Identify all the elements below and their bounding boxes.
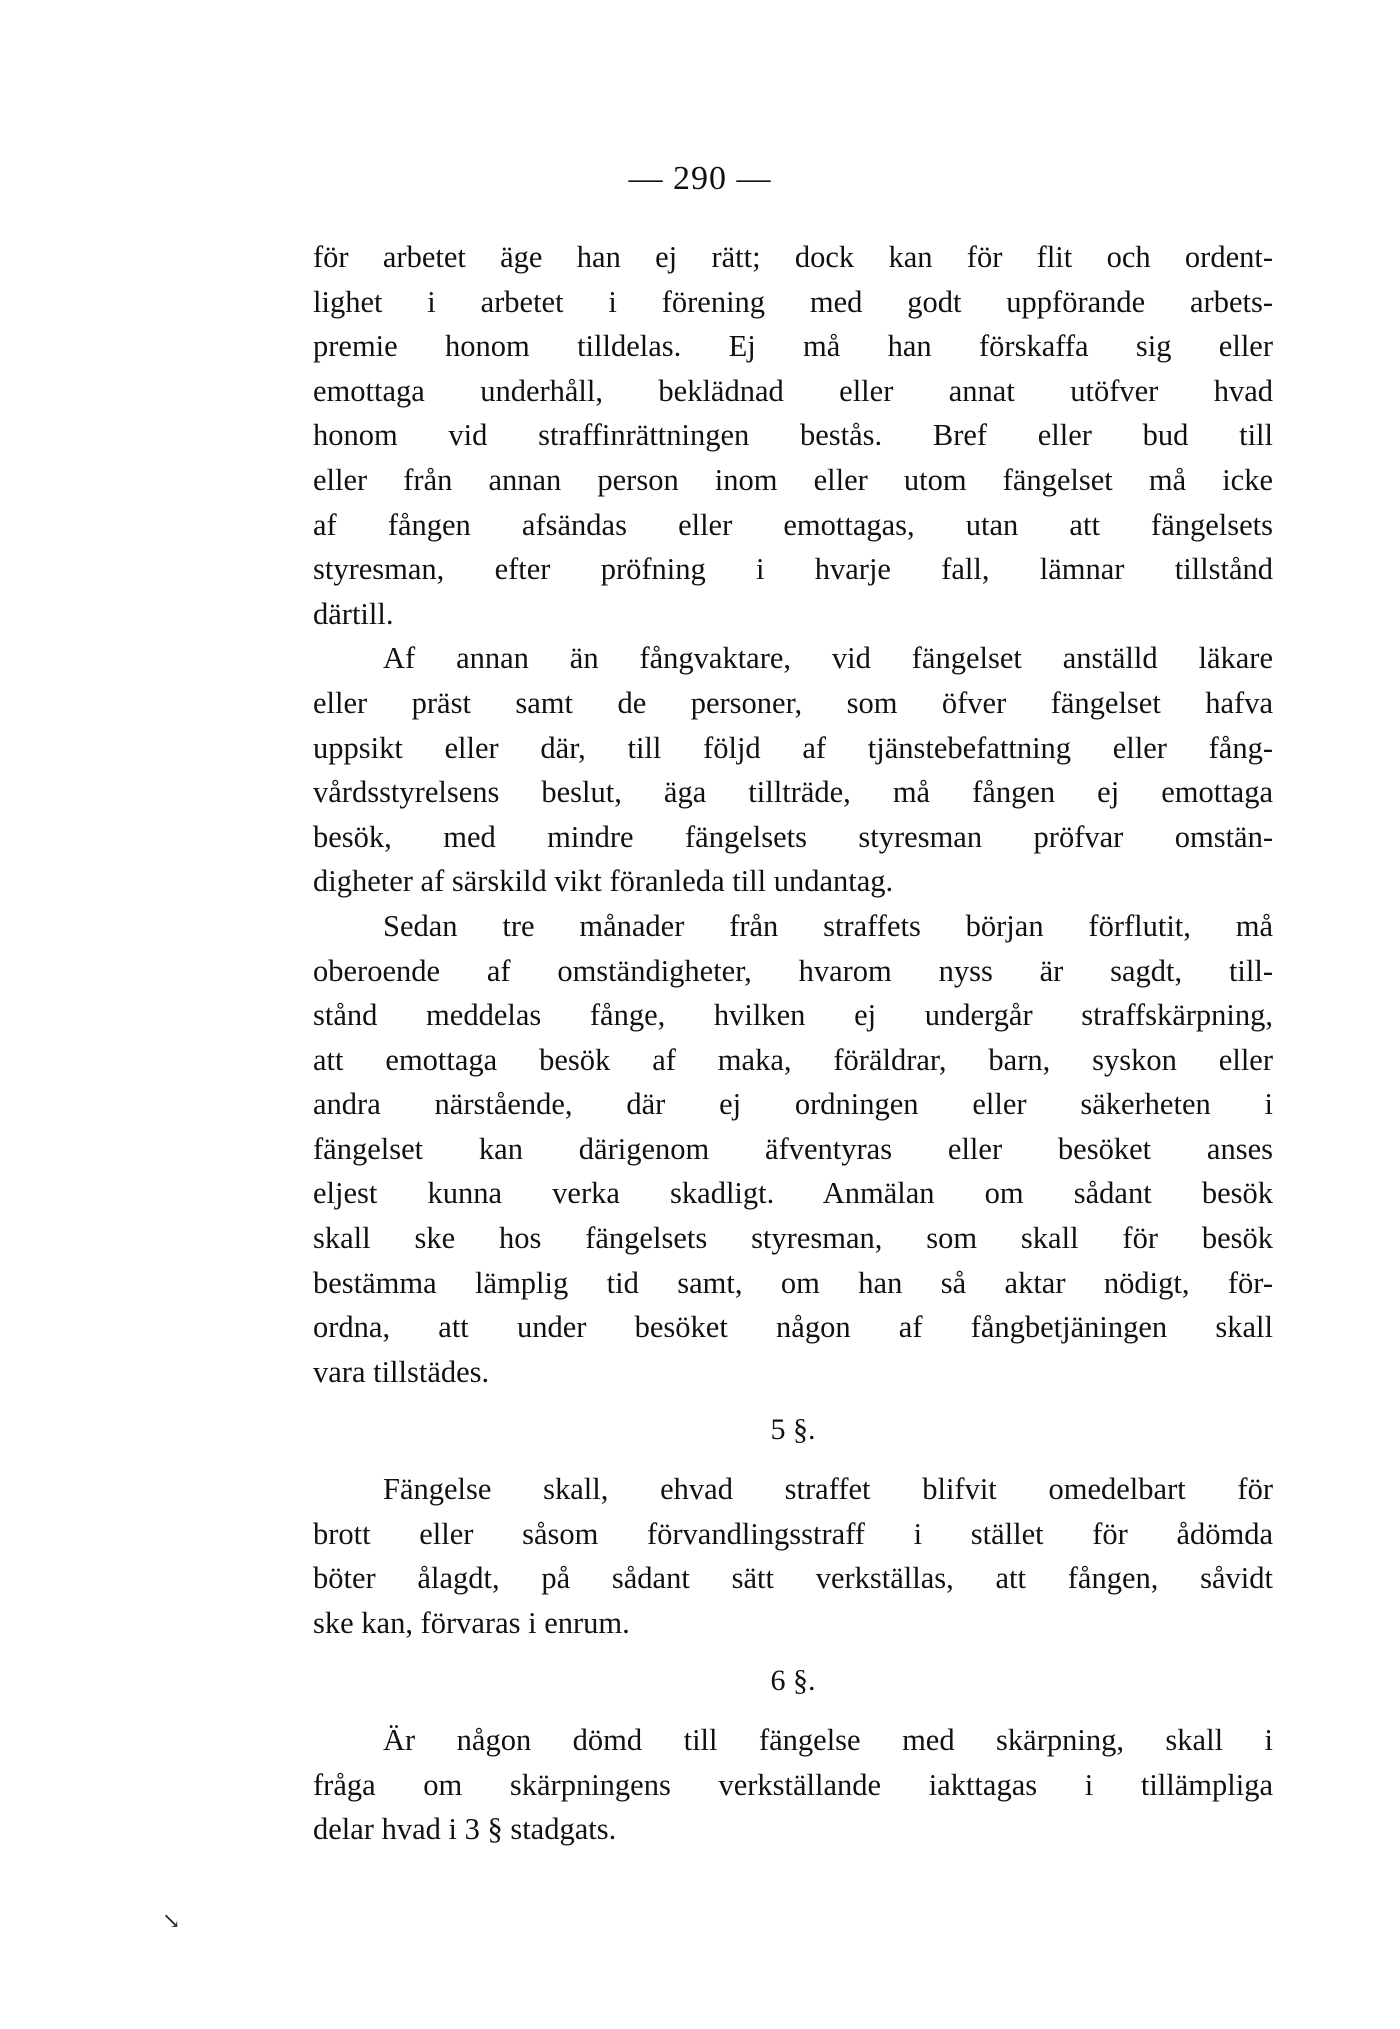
text-line: att emottaga besök af maka, föräldrar, barn, syskon eller xyxy=(313,1042,1273,1077)
text-line: eller från annan person inom eller utom fängelset må icke xyxy=(313,462,1273,497)
text-line: Af annan än fångvaktare, vid fängelset anställd läkare xyxy=(383,641,1273,676)
text-line: vårdsstyrelsens beslut, äga tillträde, må fången ej emottaga xyxy=(313,775,1273,810)
text-line: fråga om skärpningens verkställande iakttagas i tillämpliga xyxy=(313,1767,1273,1802)
body-text xyxy=(313,235,1273,1852)
text-line: Är någon dömd till fängelse med skärpning, skall i xyxy=(383,1723,1273,1757)
text-line: styresman, efter pröfning i hvarje fall, lämnar tillstånd xyxy=(313,552,1273,587)
section-5-heading: 5 §. xyxy=(770,1413,816,1447)
text-line: delar hvad i 3 § stadgats. xyxy=(313,1812,617,1847)
text-line: Sedan tre månader från straffets början förflutit, må xyxy=(383,908,1273,943)
text-line: af fången afsändas eller emottagas, utan att fängelsets xyxy=(313,507,1273,542)
text-line: stånd meddelas fånge, hvilken ej undergår straffskärpning, xyxy=(313,998,1273,1033)
text-line: skall ske hos fängelsets styresman, som skall för besök xyxy=(313,1221,1273,1256)
text-line: andra närstående, där ej ordningen eller säkerheten i xyxy=(313,1087,1273,1122)
section-5-paragraph xyxy=(313,1467,1273,1645)
text-line: vara tillstädes. xyxy=(313,1354,490,1389)
text-line: uppsikt eller där, till följd af tjänstebefattning eller fång- xyxy=(313,730,1273,765)
text-line: besök, med mindre fängelsets styresman pröfvar omstän- xyxy=(313,819,1273,854)
section-6-heading: 6 §. xyxy=(770,1664,816,1698)
text-line: ordna, att under besöket någon af fångbetjäningen skall xyxy=(313,1310,1273,1345)
scan-mark: ↘ xyxy=(162,1908,181,1933)
text-line: premie honom tilldelas. Ej må han förskaffa sig eller xyxy=(313,329,1273,364)
section-6-paragraph xyxy=(313,1718,1273,1852)
text-line: böter ålagdt, på sådant sätt verkställas, att fången, såvidt xyxy=(313,1561,1273,1596)
text-line: honom vid straffinrättningen bestås. Bref eller bud till xyxy=(313,418,1273,453)
text-line: eljest kunna verka skadligt. Anmälan om sådant besök xyxy=(313,1176,1273,1211)
text-line: för arbetet äge han ej rätt; dock kan för flit och ordent- xyxy=(313,240,1273,274)
paragraph-2 xyxy=(313,636,1273,904)
paragraph-3 xyxy=(313,904,1273,1395)
text-line: digheter af särskild vikt föranleda till undantag. xyxy=(313,864,894,899)
text-line: Fängelse skall, ehvad straffet blifvit omedelbart för xyxy=(383,1472,1273,1507)
paragraph-1 xyxy=(313,235,1273,636)
text-line: bestämma lämplig tid samt, om han så aktar nödigt, för- xyxy=(313,1265,1273,1300)
text-line: brott eller såsom förvandlingsstraff i stället för ådömda xyxy=(313,1516,1273,1551)
text-line: ske kan, förvaras i enrum. xyxy=(313,1605,630,1640)
page-number: — 290 — xyxy=(628,160,772,197)
text-line: oberoende af omständigheter, hvarom nyss är sagdt, till- xyxy=(313,953,1273,988)
text-line: därtill. xyxy=(313,596,394,631)
text-line: emottaga underhåll, beklädnad eller annat utöfver hvad xyxy=(313,373,1273,408)
text-line: eller präst samt de personer, som öfver fängelset hafva xyxy=(313,685,1273,720)
text-line: lighet i arbetet i förening med godt uppförande arbets- xyxy=(313,284,1273,319)
text-line: fängelset kan därigenom äfventyras eller besöket anses xyxy=(313,1131,1273,1166)
